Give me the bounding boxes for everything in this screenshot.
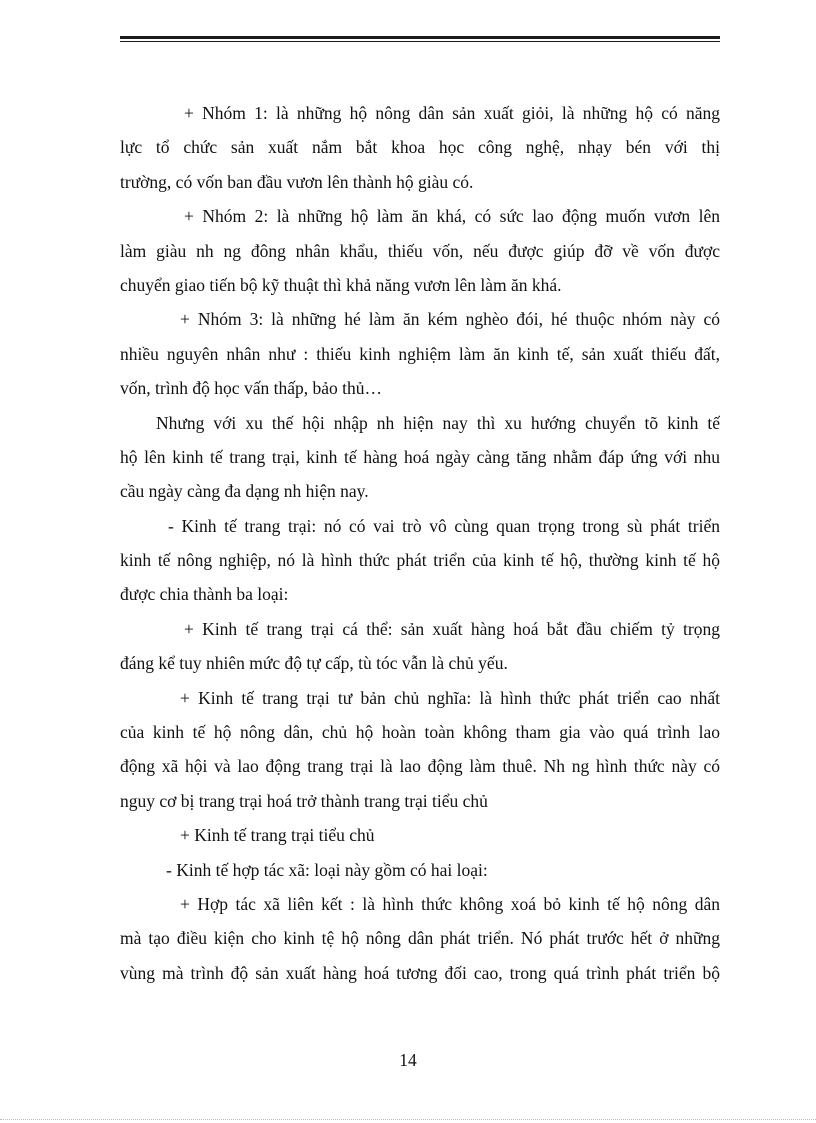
text-line: Nhưng với xu thế hội nhập nh hiện nay thì xu hướng chuyển tõ kinh tế xyxy=(156,412,720,433)
footer-divider xyxy=(0,1119,816,1120)
text-line: + Nhóm 2: là những hộ làm ăn khá, có sức lao động muốn vươn lên xyxy=(184,206,720,227)
text-line: - Kinh tế trang trại: nó có vai trò vô cùng quan trọng trong sù phát triển xyxy=(168,515,720,536)
text-line: + Kinh tế trang trại tư bản chủ nghĩa: là hình thức phát triển cao nhất xyxy=(180,687,720,708)
text-line: của kinh tế hộ nông dân, chủ hộ hoàn toàn không tham gia vào quá trình lao xyxy=(120,722,720,743)
text-line: lực tổ chức sản xuất nắm bắt khoa học công nghệ, nhạy bén với thị xyxy=(120,137,720,158)
text-line: nguy cơ bị trang trại hoá trở thành trang trại tiểu chủ xyxy=(120,790,488,811)
header-rule xyxy=(120,36,720,39)
text-line: vốn, trình độ học vấn thấp, bảo thủ… xyxy=(120,378,382,399)
text-line: + Hợp tác xã liên kết : là hình thức không xoá bỏ kinh tế hộ nông dân xyxy=(180,893,720,914)
text-line: + Nhóm 3: là những hé làm ăn kém nghèo đói, hé thuộc nhóm này có xyxy=(180,309,720,330)
header-rule-secondary xyxy=(120,41,720,42)
text-line: + Kinh tế trang trại cá thể: sản xuất hàng hoá bắt đầu chiếm tỷ trọng xyxy=(184,618,720,639)
text-line: được chia thành ba loại: xyxy=(120,584,289,605)
text-line: chuyển giao tiến bộ kỹ thuật thì khả năng vươn lên làm ăn khá. xyxy=(120,274,562,295)
text-line: - Kinh tế hợp tác xã: loại này gồm có hai loại: xyxy=(166,859,488,880)
text-line: nhiều nguyên nhân như : thiếu kinh nghiệm làm ăn kinh tế, sản xuất thiếu đất, xyxy=(120,343,720,364)
text-line: mà tạo điều kiện cho kinh tệ hộ nông dân phát triển. Nó phát trước hết ở những xyxy=(120,928,720,949)
page-number: 14 xyxy=(399,1050,417,1070)
text-line: + Nhóm 1: là những hộ nông dân sản xuất giỏi, là những hộ có năng xyxy=(184,103,720,123)
text-line: hộ lên kinh tế trang trại, kinh tế hàng hoá ngày càng tăng nhằm đáp ứng với nhu xyxy=(120,446,720,467)
text-line: đáng kể tuy nhiên mức độ tự cấp, tù tóc vẫn là chủ yếu. xyxy=(120,653,508,674)
text-line: kinh tế nông nghiệp, nó là hình thức phát triển của kinh tế hộ, thường kinh tế hộ xyxy=(120,550,720,571)
text-line: vùng mà trình độ sản xuất hàng hoá tương đối cao, trong quá trình phát triển bộ xyxy=(120,962,720,983)
text-line: trường, có vốn ban đầu vươn lên thành hộ giàu có. xyxy=(120,171,474,192)
text-line: + Kinh tế trang trại tiểu chủ xyxy=(180,825,375,846)
text-line: làm giàu nh ng đông nhân khẩu, thiếu vốn, nếu được giúp đỡ về vốn được xyxy=(120,240,720,261)
text-line: động xã hội và lao động trang trại là lao động làm thuê. Nh ng hình thức này có xyxy=(120,756,720,777)
page-body xyxy=(120,96,720,990)
text-line: cầu ngày càng đa dạng nh hiện nay. xyxy=(120,481,369,502)
